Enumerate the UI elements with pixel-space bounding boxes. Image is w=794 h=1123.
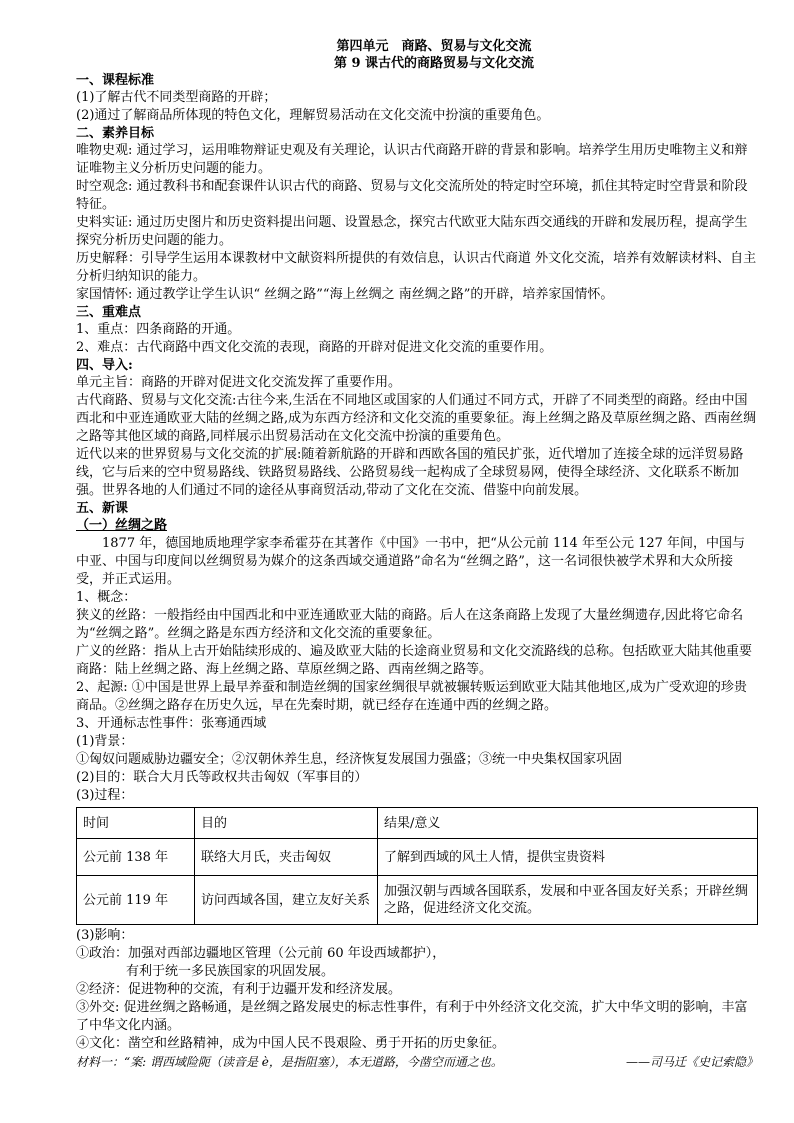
- goal-line: 史料实证: 通过历史图片和历史资料提出问题、设置悬念，探究古代欧亚大陆东西交通线的开辟和发展历程，提高学生探究分析历史问题的能力。: [76, 215, 748, 248]
- background-label: (1)背景：: [76, 734, 134, 749]
- unit-title: 第四单元 商路、贸易与文化交流: [336, 39, 532, 54]
- quote-text: 材料一：“案: 谓西域险阨（读音是 è，是指阻塞），本无道路，今凿空而通之也。: [76, 1055, 503, 1069]
- key-point-line: 2、难点：古代商路中西文化交流的表现，商路的开辟对促进文化交流的重要作用。: [76, 340, 553, 355]
- standard-line: (2)通过了解商品所体现的特色文化，理解贸易活动在文化交流中扮演的重要角色。: [76, 108, 550, 123]
- table-cell: 了解到西域的风土人情，提供宝贵资料: [378, 839, 758, 876]
- table-header-cell: 目的: [195, 808, 378, 839]
- silk-road-intro: 1877 年，德国地质地理学家李希霍芬在其著作《中国》一书中，把“从公元前 114 年至公元 127 年间，中国与中亚、中国与印度间以丝绸贸易为媒介的这条西域交通道路”命名为“丝绸之路”，这一名词很快被学术界和大众所接受，并正式运用。: [76, 536, 746, 587]
- table-header-row: [77, 808, 758, 839]
- intro-line: 单元主旨：商路的开辟对促进文化交流发挥了重要作用。: [76, 375, 402, 390]
- goal-line: 时空观念: 通过教科书和配套课件认识古代的商路、贸易与文化交流所处的特定时空环境，抓住其特定时空背景和阶段特征。: [76, 179, 748, 212]
- process-label: (3)过程：: [76, 788, 134, 803]
- table-header-cell: 时间: [77, 808, 195, 839]
- impact-culture: ④文化：凿空和丝路精神，成为中国人民不畏艰险、勇于开拓的历史象征。: [76, 1036, 506, 1051]
- broad-definition: 广义的丝路：指从上古开始陆续形成的、遍及欧亚大陆的长途商业贸易和文化交流路线的总称。包括欧亚大陆其他重要商路：陆上丝绸之路、海上丝绸之路、草原丝绸之路、西南丝绸之路等。: [76, 644, 753, 677]
- subsection-silk-road: （一）丝绸之路: [76, 518, 168, 533]
- impact-politics: ①政治：加强对西部边疆地区管理（公元前 60 年设西域都护），: [76, 946, 446, 961]
- impact-label: (3)影响：: [76, 928, 134, 943]
- goal-line: 历史解释：引导学生运用本课教材中文献资料所提供的有效信息，认识古代商道 外文化交流，培养有效解读材料、自主分析归纳知识的能力。: [76, 251, 757, 284]
- intro-line: 古代商路、贸易与文化交流:古往今来,生活在不同地区或国家的人们通过不同方式，开辟了不同类型的商路。经由中国西北和中亚连通欧亚大陆的丝绸之路,成为东西方经济和文化交流的重要象征。海上丝绸之路及草原丝绸之路、西南丝绸之路等其他区域的商路,同样展示出贸易活动在文化交流中扮演的重要角色。: [76, 393, 757, 444]
- table-header-cell: 结果/意义: [378, 808, 758, 839]
- section-heading-standards: 一、课程标准: [76, 73, 155, 88]
- standard-line: (1)了解古代不同类型商路的开辟；: [76, 90, 277, 105]
- section-heading-new-lesson: 五、新课: [76, 501, 129, 516]
- impact-diplomacy: ③外交: 促进丝绸之路畅通，是丝绸之路发展史的标志性事件，有利于中外经济文化交流，扩大中华文明的影响，丰富了中华文化内涵。: [76, 1000, 748, 1033]
- table-cell: 访问西域各国，建立友好关系: [195, 876, 378, 925]
- concept-label: 1、概念：: [76, 590, 137, 605]
- background-text: ①匈奴问题威胁边疆安全；②汉朝休养生息，经济恢复发展国力强盛；③统一中央集权国家巩固: [76, 752, 623, 767]
- goal-line: 家国情怀: 通过教学让学生认识“ 丝绸之路”“海上丝绸之 南丝绸之路”的开辟，培养家国情怀。: [76, 287, 614, 302]
- lesson-title: 第 9 课古代的商路贸易与文化交流: [333, 56, 535, 71]
- table-row: [77, 839, 758, 876]
- origin-paragraph: 2、起源: ①中国是世界上最早养蚕和制造丝绸的国家丝绸很早就被辗转贩运到欧亚大陆其他地区,成为广受欢迎的珍贵商品。②丝绸之路存在历史久远，早在先秦时期，就已经存在连通中西的丝绸之路。: [76, 680, 747, 713]
- process-table: [76, 807, 758, 925]
- goal-text: (2)目的：联合大月氏等政权共击匈奴（军事目的）: [76, 770, 368, 785]
- key-point-line: 1、重点：四条商路的开通。: [76, 322, 241, 337]
- table-row: [77, 876, 758, 925]
- table-cell: 公元前 119 年: [77, 876, 195, 925]
- section-heading-key-points: 三、重难点: [76, 305, 142, 320]
- table-cell: 联络大月氏，夹击匈奴: [195, 839, 378, 876]
- section-heading-goals: 二、素养目标: [76, 126, 155, 141]
- narrow-definition: 狭义的丝路：一般指经由中国西北和中亚连通欧亚大陆的商路。后人在这条商路上发现了大量丝绸遗存,因此将它命名为“丝绸之路”。丝绸之路是东西方经济和文化交流的重要象征。: [76, 608, 744, 641]
- quote-source: ——司马迁《史记索隐》: [625, 1055, 758, 1069]
- section-heading-intro: 四、导入:: [76, 358, 133, 373]
- event-heading: 3、开通标志性事件：张骞通西域: [76, 716, 267, 731]
- goal-line: 唯物史观: 通过学习，运用唯物辩证史观及有关理论，认识古代商路开辟的背景和影响。培养学生用历史唯物主义和辩证唯物主义分析历史问题的能力。: [76, 143, 748, 176]
- impact-economy: ②经济：促进物种的交流，有利于边疆开发和经济发展。: [76, 982, 402, 997]
- table-cell: 加强汉朝与西域各国联系，发展和中亚各国友好关系；开辟丝绸之路，促进经济文化交流。: [378, 876, 758, 925]
- source-quote: [76, 1053, 758, 1071]
- table-cell: 公元前 138 年: [77, 839, 195, 876]
- impact-politics-cont: 有利于统一多民族国家的巩固发展。: [126, 964, 335, 979]
- intro-line: 近代以来的世界贸易与文化交流的扩展:随着新航路的开辟和西欧各国的殖民扩张，近代增加了连接全球的远洋贸易路线，它与后来的空中贸易路线、铁路贸易路线、公路贸易线一起构成了全球贸易网，使得全球经济、文化联系不断加强。世界各地的人们通过不同的途径从事商贸活动,带动了文化在交流、借鉴中向前发展。: [76, 447, 744, 498]
